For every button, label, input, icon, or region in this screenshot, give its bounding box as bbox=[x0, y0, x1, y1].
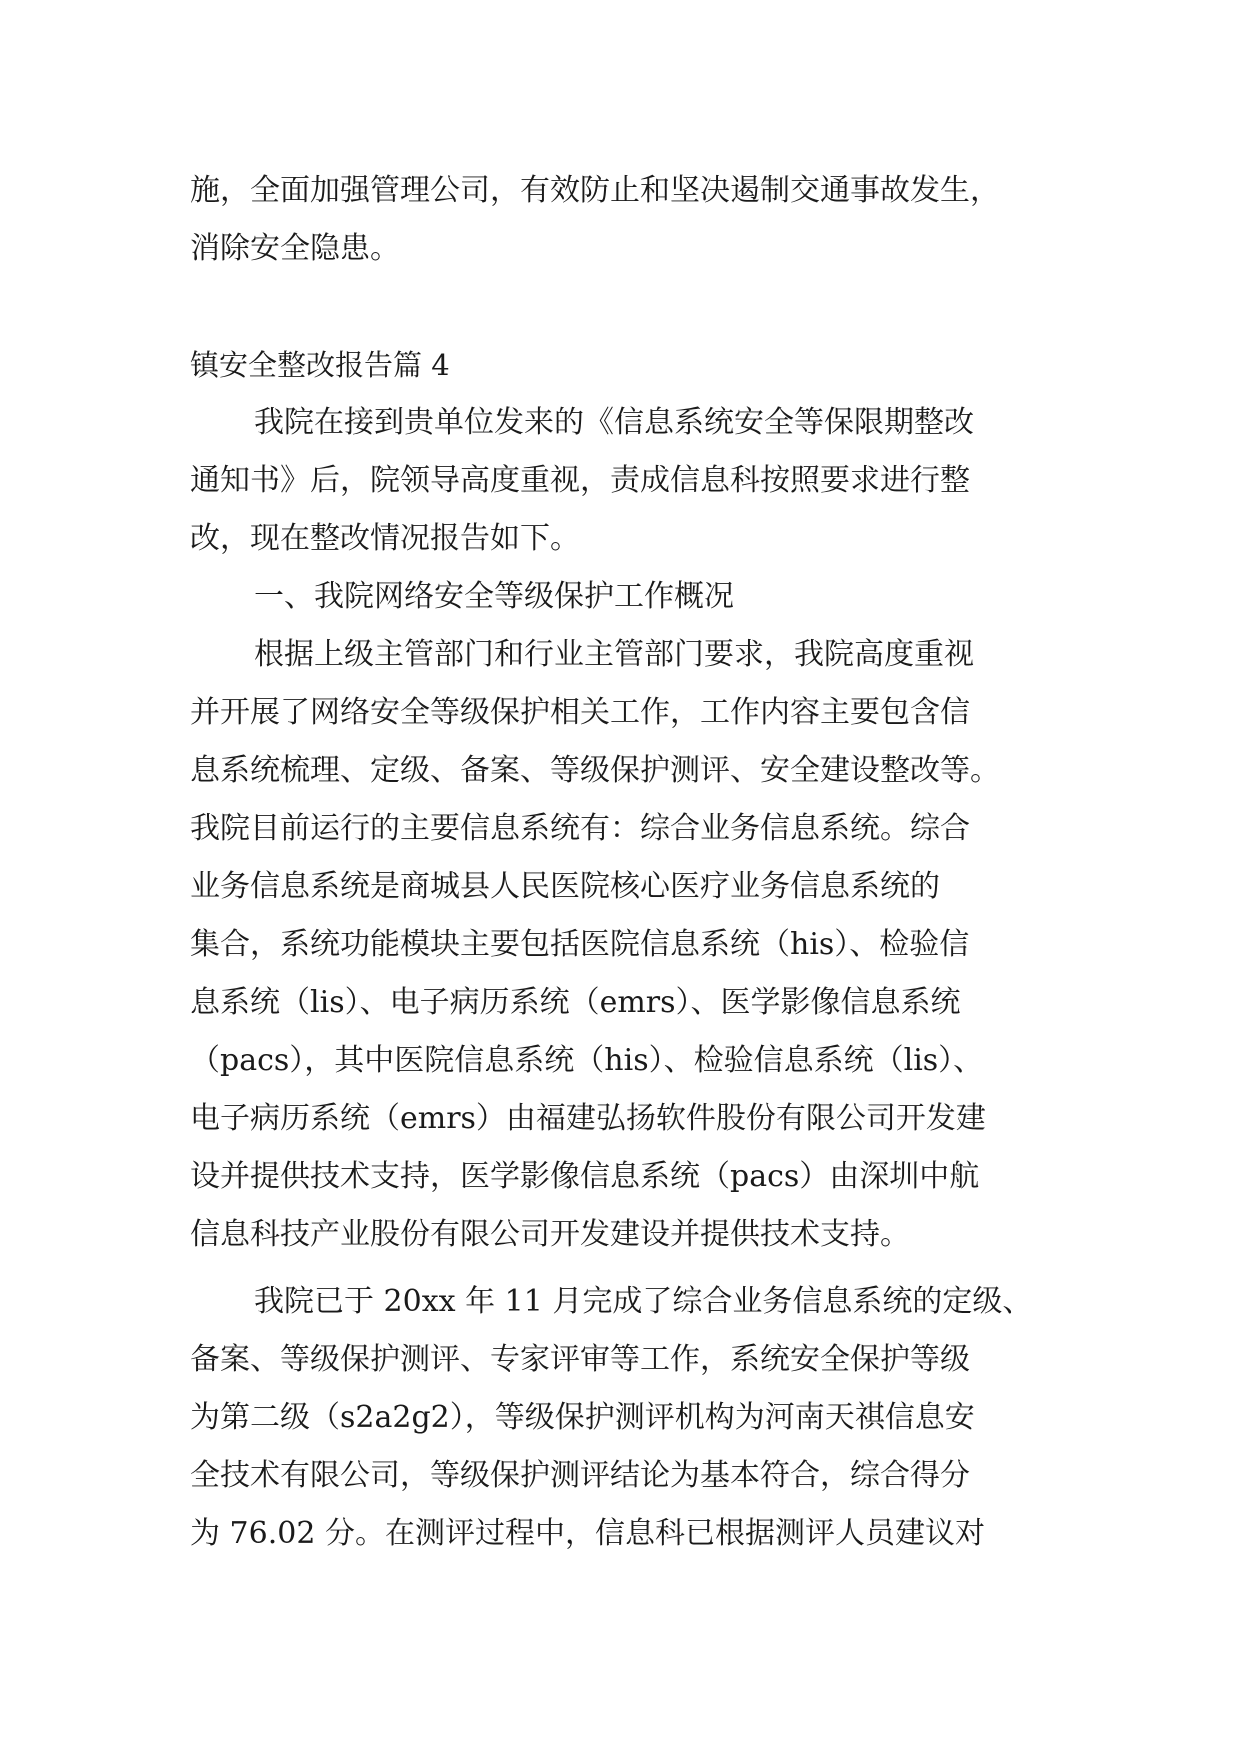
body-text-line: 我院已于 20xx 年 11 月完成了综合业务信息系统的定级、 bbox=[254, 1284, 1033, 1319]
body-text-line: 并开展了网络安全等级保护相关工作，工作内容主要包含信 bbox=[190, 695, 970, 730]
body-text-line: 改，现在整改情况报告如下。 bbox=[190, 521, 580, 556]
body-text-line: 备案、等级保护测评、专家评审等工作，系统安全保护等级 bbox=[190, 1342, 970, 1377]
body-text-line: 设并提供技术支持，医学影像信息系统（pacs）由深圳中航 bbox=[190, 1159, 980, 1194]
body-text-line: 集合，系统功能模块主要包括医院信息系统（his）、检验信 bbox=[190, 927, 970, 962]
section-heading: 镇安全整改报告篇 4 bbox=[190, 348, 450, 382]
body-text-line: 为 76.02 分。在测评过程中，信息科已根据测评人员建议对 bbox=[190, 1516, 985, 1551]
body-text-line: 电子病历系统（emrs）由福建弘扬软件股份有限公司开发建 bbox=[190, 1101, 986, 1136]
body-text-line: 施，全面加强管理公司，有效防止和坚决遏制交通事故发生， bbox=[190, 173, 1000, 208]
body-text-line: 信息科技产业股份有限公司开发建设并提供技术支持。 bbox=[190, 1217, 910, 1252]
body-text-line: 我院在接到贵单位发来的《信息系统安全等保限期整改 bbox=[254, 405, 974, 440]
body-text-line: 通知书》后，院领导高度重视，责成信息科按照要求进行整 bbox=[190, 463, 970, 498]
subheading: 一、我院网络安全等级保护工作概况 bbox=[254, 579, 734, 614]
body-text-line: 消除安全隐患。 bbox=[190, 231, 400, 266]
body-text-line: 我院目前运行的主要信息系统有：综合业务信息系统。综合 bbox=[190, 811, 970, 846]
body-text-line: 为第二级（s2a2g2），等级保护测评机构为河南天祺信息安 bbox=[190, 1400, 975, 1435]
body-text-line: 息系统（lis）、电子病历系统（emrs）、医学影像信息系统 bbox=[190, 985, 961, 1020]
body-text-line: （pacs），其中医院信息系统（his）、检验信息系统（lis）、 bbox=[190, 1043, 984, 1078]
body-text-line: 根据上级主管部门和行业主管部门要求，我院高度重视 bbox=[254, 637, 974, 672]
body-text-line: 业务信息系统是商城县人民医院核心医疗业务信息系统的 bbox=[190, 869, 940, 904]
body-text-line: 全技术有限公司，等级保护测评结论为基本符合，综合得分 bbox=[190, 1458, 970, 1493]
body-text-line: 息系统梳理、定级、备案、等级保护测评、安全建设整改等。 bbox=[190, 753, 1000, 788]
